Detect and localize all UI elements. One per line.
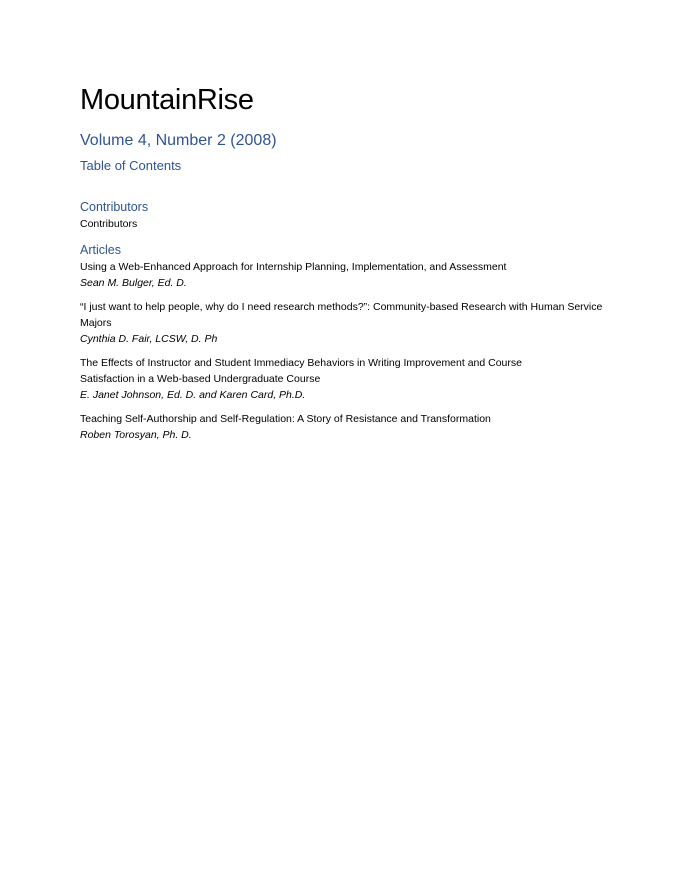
article-author: E. Janet Johnson, Ed. D. and Karen Card, Ph.D. [80, 389, 306, 401]
articles-list [80, 259, 610, 443]
article-author: Sean M. Bulger, Ed. D. [80, 277, 187, 289]
table-of-contents-heading: Table of Contents [80, 158, 182, 173]
article-entry [80, 299, 610, 347]
article-entry [80, 259, 610, 291]
journal-title: MountainRise [80, 84, 254, 116]
article-entry [80, 411, 610, 443]
contributors-heading: Contributors [80, 200, 149, 214]
article-title-link[interactable]: The Effects of Instructor and Student Immediacy Behaviors in Writing Improvement and Course Satisfaction in a Web-based Undergraduate Course [80, 357, 522, 385]
contributors-link[interactable]: Contributors [80, 218, 138, 230]
document-page [80, 84, 610, 443]
article-author: Cynthia D. Fair, LCSW, D. Ph [80, 333, 218, 345]
article-entry [80, 355, 610, 403]
article-title-link[interactable]: “I just want to help people, why do I need research methods?”: Community-based Research with Human Service Majors [80, 301, 603, 329]
volume-heading: Volume 4, Number 2 (2008) [80, 132, 277, 149]
article-author: Roben Torosyan, Ph. D. [80, 429, 192, 441]
contributors-section [80, 199, 610, 232]
article-title-link[interactable]: Using a Web-Enhanced Approach for Internship Planning, Implementation, and Assessment [80, 261, 507, 273]
articles-section [80, 242, 610, 443]
articles-heading: Articles [80, 243, 121, 257]
article-title-link[interactable]: Teaching Self-Authorship and Self-Regulation: A Story of Resistance and Transformation [80, 413, 491, 425]
